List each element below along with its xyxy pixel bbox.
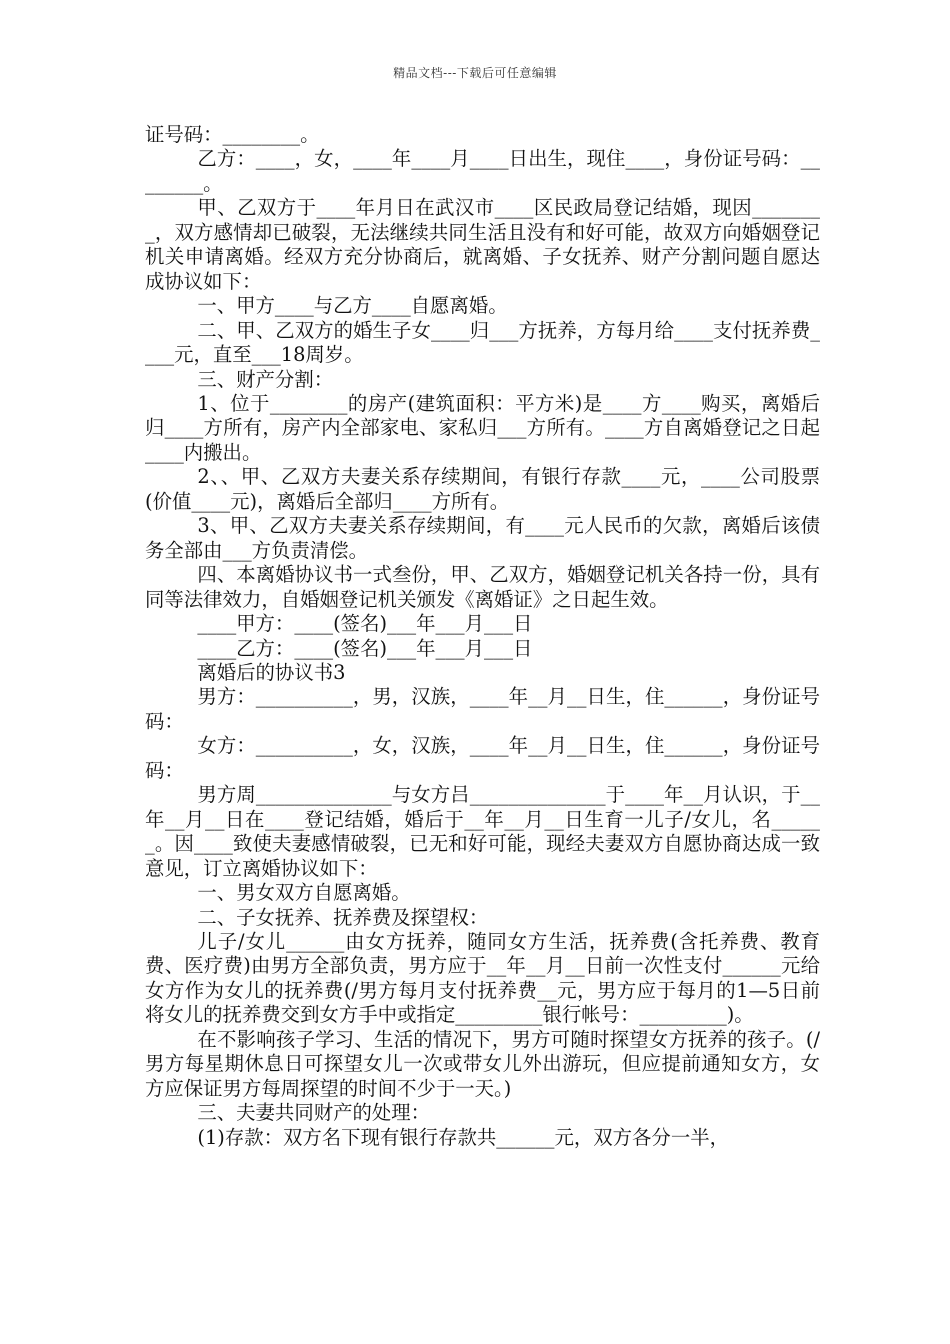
page-header: 精品文档---下载后可任意编辑 xyxy=(393,66,557,80)
paragraph-id-number-end: 证号码：________。 xyxy=(145,123,320,146)
clause-2-child-custody: 二、甲、乙双方的婚生子女____归___方抚养，方每月给____支付抚养费____元，直至___18周岁。 xyxy=(145,318,820,367)
section-title-agreement-3: 离婚后的协议书3 xyxy=(197,660,346,684)
clause-3-2-deposits: 2、、甲、乙双方夫妻关系存续期间，有银行存款____元，____公司股票(价值____元)，离婚后全部归____方所有。 xyxy=(145,465,820,513)
signature-line-party-a: ____甲方：____(签名)___年___月___日 xyxy=(197,612,533,636)
clause-3-1-house: 1、位于________的房产(建筑面积：平方米)是____方____购买，离婚后归____方所有，房产内全部家电、家私归___方所有。____方自离婚登记之日起____内搬出。 xyxy=(145,391,820,464)
clause-1-voluntary-divorce: 一、男女双方自愿离婚。 xyxy=(197,881,411,905)
clause-4-copies: 四、本离婚协议书一式叁份，甲、乙双方，婚姻登记机关各持一份，具有同等法律效力，自婚姻登记机关颁发《离婚证》之日起生效。 xyxy=(145,563,820,611)
signature-line-party-b: ____乙方：____(签名)___年___月___日 xyxy=(197,636,533,660)
paragraph-marriage-statement: 甲、乙双方于____年月日在武汉市____区民政局登记结婚，现因________，双方感情却已破裂，无法继续共同生活且没有和好可能，故双方向婚姻登记机关申请离婚。经双方充分协商后，就离婚、子女抚养、财产分割问题自愿达成协议如下： xyxy=(145,196,820,293)
paragraph-savings: (1)存款：双方名下现有银行存款共______元，双方各分一半， xyxy=(197,1125,729,1149)
paragraph-party-b: 乙方：____，女，____年____月____日出生，现住____，身份证号码：________。 xyxy=(145,147,820,195)
paragraph-visitation: 在不影响孩子学习、生活的情况下，男方可随时探望女方抚养的孩子。(/男方每星期休息日可探望女儿一次或带女儿外出游玩，但应提前通知女方，女方应保证男方每周探望的时间不少于一天。) xyxy=(145,1027,820,1100)
paragraph-woman-info: 女方：__________，女，汉族，____年__月__日生，住______，身份证号码： xyxy=(145,734,820,782)
clause-2-child-support-heading: 二、子女抚养、抚养费及探望权： xyxy=(197,905,489,929)
paragraph-child-support: 儿子/女儿______由女方抚养，随同女方生活，抚养费(含托养费、教育费、医疗费)由男方全部负责，男方应于__年__月__日前一次性支付______元给女方作为女儿的抚养费(/男方每月支付抚养费__元，男方应于每月的1—5日前将女儿的抚养费交到女方手中或指定_________银行帐号：_________)。 xyxy=(145,929,820,1027)
paragraph-marriage-history: 男方周______________与女方吕______________于____年__月认识，于__年__月__日在____登记结婚，婚后于__年__月__日生育一儿子/女儿，名______。因____致使夫妻感情破裂，已无和好可能，现经夫妻双方自愿协商达成一致意见，订立离婚协议如下： xyxy=(145,783,820,880)
clause-3-3-debts: 3、甲、乙双方夫妻关系存续期间，有____元人民币的欠款，离婚后该债务全部由___方负责清偿。 xyxy=(145,514,820,562)
clause-3-joint-property-heading: 三、夫妻共同财产的处理： xyxy=(197,1101,431,1125)
clause-3-property-heading: 三、财产分割： xyxy=(197,367,334,391)
document-body xyxy=(145,123,820,1150)
clause-1-divorce: 一、甲方____与乙方____自愿离婚。 xyxy=(197,294,508,318)
paragraph-man-info: 男方：__________，男，汉族，____年__月__日生，住______，身份证号码： xyxy=(145,685,820,733)
